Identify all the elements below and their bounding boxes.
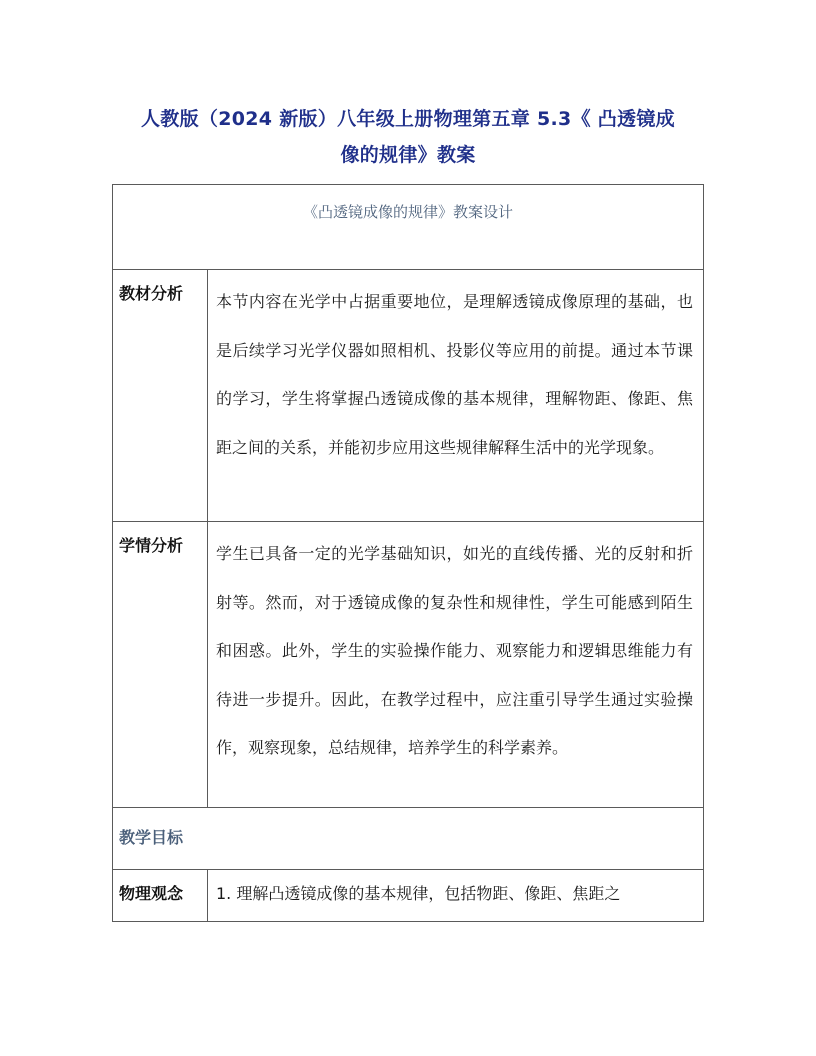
table-header-cell [113,185,704,270]
row-label-student-analysis: 学情分析 [119,536,184,555]
table-row-student-analysis [113,522,704,808]
section-heading-teaching-objectives: 教学目标 [119,828,184,847]
row-label-cell [113,270,208,522]
row-content-student-analysis: 学生已具备一定的光学基础知识，如光的直线传播、光的反射和折射等。然而，对于透镜成像的复杂性和规律性，学生可能感到陌生和困惑。此外，学生的实验操作能力、观察能力和逻辑思维能力有待进一步提升。因此，在教学过程中，应注重引导学生通过实验操作，观察现象，总结规律，培养学生的科学素养。 [216,544,693,757]
table-row-teaching-objectives-heading [113,808,704,870]
row-label-textbook-analysis: 教材分析 [119,284,184,303]
row-content-cell [208,870,704,922]
lesson-plan-table [112,184,704,922]
row-label-cell [113,522,208,808]
row-content-physics-concept: 1. 理解凸透镜成像的基本规律，包括物距、像距、焦距之 [216,884,621,903]
table-row-textbook-analysis [113,270,704,522]
table-row-physics-concept [113,870,704,922]
document-title [100,101,716,173]
row-content-textbook-analysis: 本节内容在光学中占据重要地位，是理解透镜成像原理的基础，也是后续学习光学仪器如照相机、投影仪等应用的前提。通过本节课的学习，学生将掌握凸透镜成像的基本规律，理解物距、像距、焦距之间的关系，并能初步应用这些规律解释生活中的光学现象。 [216,292,693,457]
row-content-cell [208,522,704,808]
table-header-text: 《凸透镜成像的规律》教案设计 [302,203,513,221]
section-heading-cell [113,808,704,870]
row-label-physics-concept: 物理观念 [119,884,184,903]
document-title-line-2: 像的规律》教案 [340,144,476,166]
row-label-cell [113,870,208,922]
table-header-row [113,185,704,270]
row-content-cell [208,270,704,522]
document-title-line-1: 人教版（2024 新版）八年级上册物理第五章 5.3《 凸透镜成 [141,108,675,130]
